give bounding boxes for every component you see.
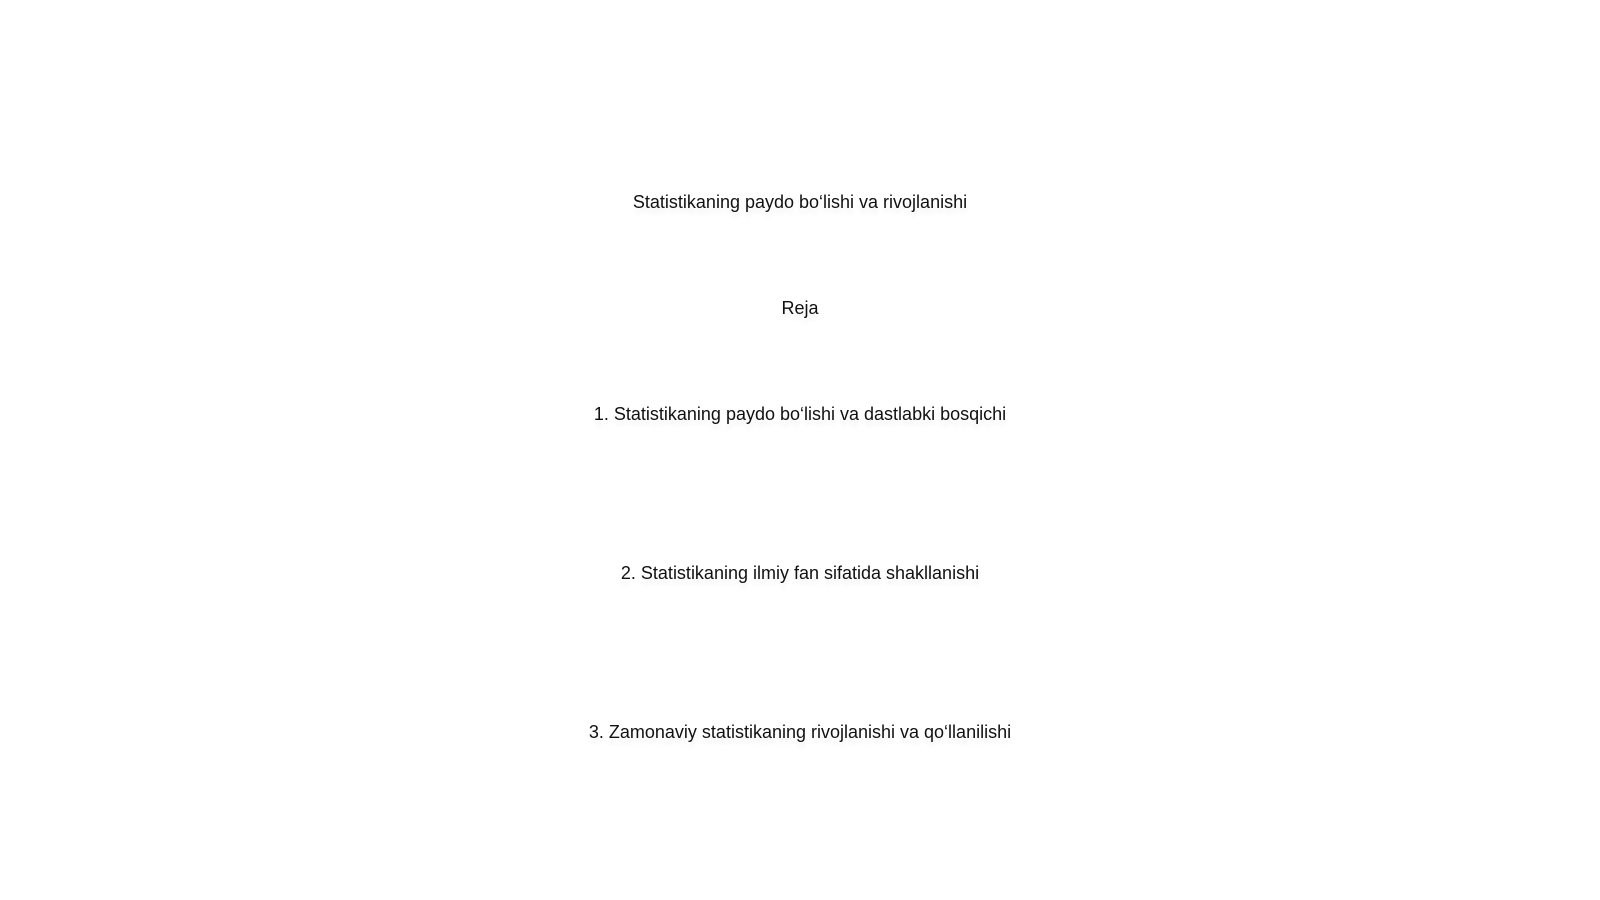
document-title: Statistikaning paydo bo‘lishi va rivojlanishi [632, 192, 968, 212]
plan-item: 3. Zamonaviy statistikaning rivojlanishi va qo‘llanilishi [588, 722, 1012, 742]
plan-item: 2. Statistikaning ilmiy fan sifatida shakllanishi [620, 563, 980, 583]
plan-heading: Reja [781, 298, 819, 318]
plan-item: 1. Statistikaning paydo bo‘lishi va dastlabki bosqichi [593, 404, 1007, 424]
